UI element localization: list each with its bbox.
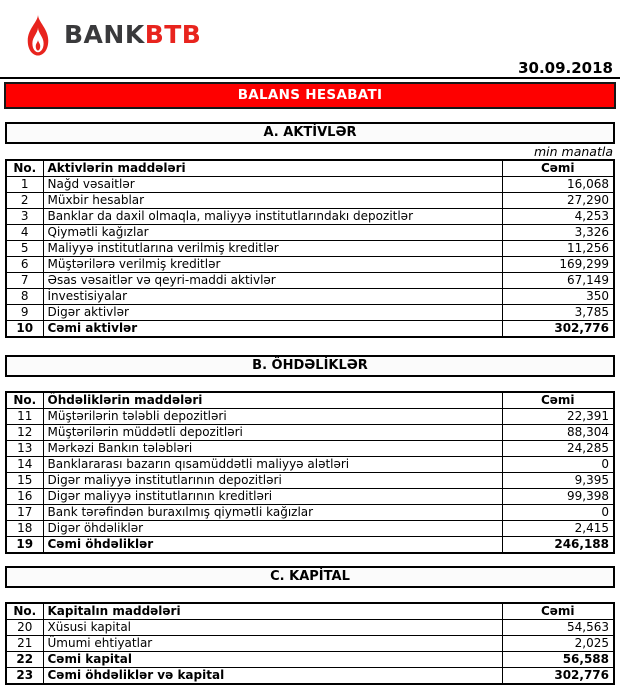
row-number: 6: [6, 257, 43, 273]
table-row: [6, 321, 614, 338]
table-row: [6, 473, 614, 489]
table-row: [6, 193, 614, 209]
row-number: 10: [6, 321, 43, 338]
row-value: 99,398: [502, 489, 614, 505]
row-item: Digər aktivlər: [43, 305, 502, 321]
bank-logo: [0, 0, 620, 58]
row-value: 88,304: [502, 425, 614, 441]
table-header-row: [6, 392, 614, 409]
table-row: [6, 273, 614, 289]
row-item: Digər maliyyə institutlarının kreditləri: [43, 489, 502, 505]
row-number: 3: [6, 209, 43, 225]
bank-logo-text: [64, 22, 201, 47]
row-number: 23: [6, 668, 43, 685]
row-value: 169,299: [502, 257, 614, 273]
row-item: Nağd vəsaitlər: [43, 177, 502, 193]
row-number: 1: [6, 177, 43, 193]
table-row: [6, 652, 614, 668]
row-value: 22,391: [502, 409, 614, 425]
row-value: 67,149: [502, 273, 614, 289]
row-value: 11,256: [502, 241, 614, 257]
row-value: 246,188: [502, 537, 614, 554]
table-row: [6, 425, 614, 441]
section-b-title: B. ÖHDƏLİKLƏR: [5, 355, 615, 377]
table-row: [6, 305, 614, 321]
row-number: 5: [6, 241, 43, 257]
table-row: [6, 668, 614, 685]
row-item: Maliyyə institutlarına verilmiş kreditlər: [43, 241, 502, 257]
table-row: [6, 489, 614, 505]
row-item: Cəmi aktivlər: [43, 321, 502, 338]
table-row: [6, 521, 614, 537]
table-row: [6, 620, 614, 636]
row-number: 20: [6, 620, 43, 636]
row-number: 7: [6, 273, 43, 289]
row-number: 8: [6, 289, 43, 305]
table-row: [6, 409, 614, 425]
row-number: 21: [6, 636, 43, 652]
col-total-header: Cəmi: [502, 603, 614, 620]
logo-bank-word: BANK: [64, 20, 145, 49]
table-row: [6, 457, 614, 473]
row-value: 56,588: [502, 652, 614, 668]
section-a-title: A. AKTİVLƏR: [5, 122, 615, 144]
row-number: 9: [6, 305, 43, 321]
row-value: 24,285: [502, 441, 614, 457]
row-number: 18: [6, 521, 43, 537]
row-number: 11: [6, 409, 43, 425]
row-number: 12: [6, 425, 43, 441]
table-row: [6, 289, 614, 305]
row-number: 17: [6, 505, 43, 521]
col-items-header: Öhdəliklərin maddələri: [43, 392, 502, 409]
row-item: Banklar da daxil olmaqla, maliyyə institutlarındakı depozitlər: [43, 209, 502, 225]
row-item: Qiymətli kağızlar: [43, 225, 502, 241]
assets-table: [5, 159, 615, 338]
table-header-row: [6, 603, 614, 620]
table-row: [6, 209, 614, 225]
row-item: Bank tərəfindən buraxılmış qiymətli kağızlar: [43, 505, 502, 521]
capital-table: [5, 602, 615, 685]
table-row: [6, 257, 614, 273]
logo-btb-word: BTB: [144, 20, 202, 49]
units-note: min manatla: [534, 144, 613, 159]
header-divider: [0, 77, 620, 79]
row-item: Müştərilərə verilmiş kreditlər: [43, 257, 502, 273]
col-items-header: Aktivlərin maddələri: [43, 160, 502, 177]
row-number: 16: [6, 489, 43, 505]
row-value: 2,025: [502, 636, 614, 652]
row-item: Ümumi ehtiyatlar: [43, 636, 502, 652]
row-item: Cəmi öhdəliklər: [43, 537, 502, 554]
row-value: 9,395: [502, 473, 614, 489]
row-item: Müştərilərin tələbli depozitləri: [43, 409, 502, 425]
report-date: 30.09.2018: [518, 59, 613, 77]
row-value: 302,776: [502, 668, 614, 685]
table-header-row: [6, 160, 614, 177]
row-number: 13: [6, 441, 43, 457]
table-row: [6, 441, 614, 457]
col-no-header: No.: [6, 392, 43, 409]
table-row: [6, 241, 614, 257]
row-item: Mərkəzi Bankın tələbləri: [43, 441, 502, 457]
row-number: 22: [6, 652, 43, 668]
col-total-header: Cəmi: [502, 392, 614, 409]
row-value: 350: [502, 289, 614, 305]
row-number: 14: [6, 457, 43, 473]
row-item: Müştərilərin müddətli depozitləri: [43, 425, 502, 441]
row-item: Digər öhdəliklər: [43, 521, 502, 537]
row-value: 0: [502, 505, 614, 521]
row-item: Digər maliyyə institutlarının depozitləri: [43, 473, 502, 489]
row-value: 0: [502, 457, 614, 473]
row-item: Müxbir hesablar: [43, 193, 502, 209]
row-value: 2,415: [502, 521, 614, 537]
row-number: 15: [6, 473, 43, 489]
col-total-header: Cəmi: [502, 160, 614, 177]
row-value: 302,776: [502, 321, 614, 338]
table-row: [6, 505, 614, 521]
liabilities-table: [5, 391, 615, 554]
flame-icon: [24, 13, 52, 57]
row-item: Banklararası bazarın qısamüddətli maliyyə alətləri: [43, 457, 502, 473]
section-c-title: C. KAPİTAL: [5, 566, 615, 588]
table-row: [6, 225, 614, 241]
row-value: 3,326: [502, 225, 614, 241]
row-value: 4,253: [502, 209, 614, 225]
row-value: 16,068: [502, 177, 614, 193]
row-number: 4: [6, 225, 43, 241]
report-title-banner: BALANS HESABATI: [4, 82, 616, 109]
col-no-header: No.: [6, 160, 43, 177]
row-item: Cəmi öhdəliklər və kapital: [43, 668, 502, 685]
row-value: 27,290: [502, 193, 614, 209]
row-item: Əsas vəsaitlər və qeyri-maddi aktivlər: [43, 273, 502, 289]
table-row: [6, 177, 614, 193]
table-row: [6, 636, 614, 652]
row-number: 19: [6, 537, 43, 554]
col-no-header: No.: [6, 603, 43, 620]
col-items-header: Kapitalın maddələri: [43, 603, 502, 620]
row-item: Xüsusi kapital: [43, 620, 502, 636]
row-value: 54,563: [502, 620, 614, 636]
row-value: 3,785: [502, 305, 614, 321]
row-item: İnvestisiyalar: [43, 289, 502, 305]
row-item: Cəmi kapital: [43, 652, 502, 668]
row-number: 2: [6, 193, 43, 209]
table-row: [6, 537, 614, 554]
